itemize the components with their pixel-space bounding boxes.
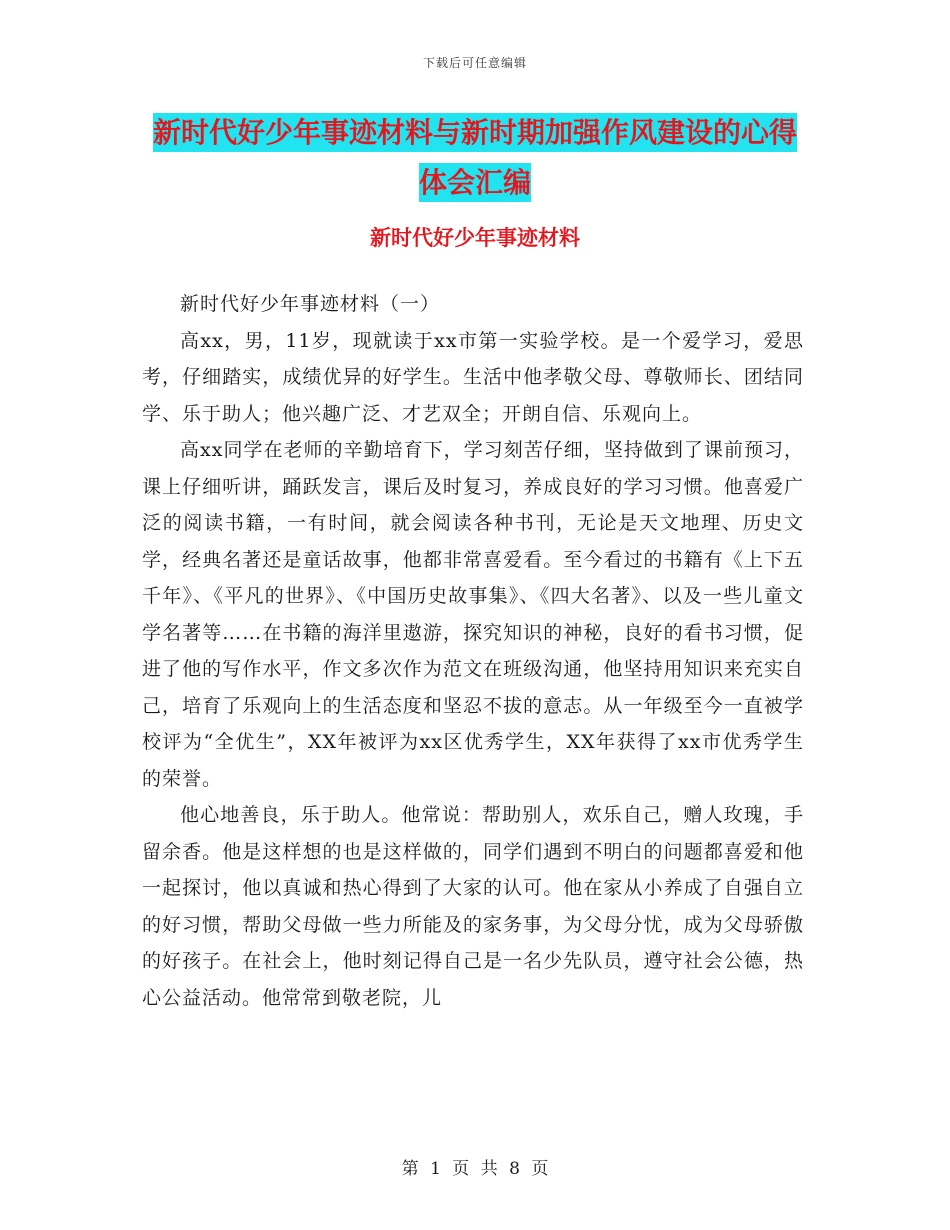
header-note: 下载后可任意编辑 <box>422 56 527 70</box>
paragraph-1: 高xx，男，11岁，现就读于xx市第一实验学校。是一个爱学习，爱思考，仔细踏实，成绩优异的好学生。生活中他孝敬父母、尊敬师长、团结同学、乐于助人；他兴趣广泛、才艺双全；开朗自信、乐观向上。 <box>142 329 804 425</box>
paragraph-2: 高xx同学在老师的辛勤培育下，学习刻苦仔细，坚持做到了课前预习，课上仔细听讲，踊跃发言，课后及时复习，养成良好的学习习惯。他喜爱广泛的阅读书籍，一有时间，就会阅读各种书刊，无论是天文地理、历史文学，经典名著还是童话故事，他都非常喜爱看。至今看过的书籍有《上下五千年》、《平凡的世界》、《中国历史故事集》、《四大名著》、以及一些儿童文学名著等……在书籍的海洋里遨游，探究知识的神秘，良好的看书习惯，促进了他的写作水平，作文多次作为范文在班级沟通，他坚持用知识来充实自己，培育了乐观向上的生活态度和坚忍不拔的意志。从一年级至今一直被学校评为“全优生”，XX年被评为xx区优秀学生，XX年获得了xx市优秀学生的荣誉。 <box>142 439 804 790</box>
body-text <box>142 286 804 1016</box>
main-title-line1: 新时代好少年事迹材料与新时期加强作风建设的心得 <box>153 113 797 152</box>
paragraph-3: 他心地善良，乐于助人。他常说：帮助别人，欢乐自己，赠人玫瑰，手留余香。他是这样想的也是这样做的，同学们遇到不明白的问题都喜爱和他一起探讨，他以真诚和热心得到了大家的认可。他在家从小养成了自强自立的好习惯，帮助父母做一些力所能及的家务事，为父母分忧，成为父母骄傲的好孩子。在社会上，他时刻记得自己是一名少先队员，遵守社会公德，热心公益活动。他常常到敬老院，儿 <box>142 804 804 1009</box>
main-title-line2: 体会汇编 <box>419 163 531 202</box>
page-footer: 第 1 页 共 8 页 <box>401 1159 549 1179</box>
section-title: 新时代好少年事迹材料 <box>370 226 580 250</box>
main-title <box>140 108 810 208</box>
subheading: 新时代好少年事迹材料（一） <box>180 293 441 315</box>
